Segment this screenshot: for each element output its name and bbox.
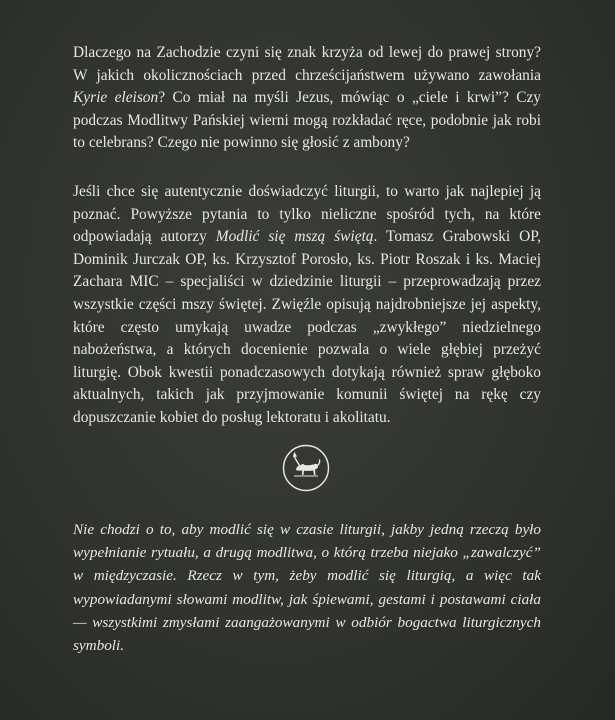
- back-cover-text: [73, 42, 541, 430]
- intro-text-1: Dlaczego na Zachodzie czyni się znak krzyża od lewej do prawej strony? W jakich okolicznościach przed chrześcijaństwem używano zawołania: [73, 44, 541, 84]
- intro-text-2: ? Co miał na myśli Jezus, mówiąc o „ciele i krwi”? Czy podczas Modlitwy Pańskiej wierni mogą rozkładać ręce, podobnie jak robi to celebrans? Czego nie powinno się głosić z ambony?: [73, 89, 541, 152]
- quote-paragraph: Nie chodzi o to, aby modlić się w czasie liturgii, jakby jedną rzeczą było wypełnianie rytuału, a drugą modlitwa, o którą trzeba niejako „zawalczyć” w międzyczasie. Rzecz w tym, żeby modlić się liturgią, a więc tak wypowiadanymi słowami modlitw, jak śpiewami, gestami i postawami ciała — wszystkimi zmysłami zaangażowanymi w odbiór bogactwa liturgicznych symboli.: [73, 521, 541, 655]
- kyrie-eleison-phrase: Kyrie eleison: [73, 89, 159, 107]
- book-title: Modlić się mszą świętą: [215, 228, 374, 246]
- dog-with-torch-icon: [282, 444, 330, 492]
- book-description: [73, 181, 541, 430]
- emblem-svg: [282, 444, 330, 492]
- intro-questions: [73, 42, 541, 155]
- description-text-2: . Tomasz Grabowski OP, Dominik Jurczak OP, ks. Krzysztof Porosło, ks. Piotr Roszak i ks. Maciej Zachara MIC – specjaliści w dziedzinie liturgii – przeprowadzają przez wszystkie części mszy świętej. Zwięźle opisują najdrobniejsze jej aspekty, które często umykają uwadze podczas „zwykłego” niedzielnego nabożeństwa, a których docenienie pozwala o wiele głębiej przeżyć liturgię. Obok kwestii ponadczasowych dotykają również spraw głęboko aktualnych, takich jak przyjmowanie komunii świętej na rękę czy dopuszczanie kobiet do posług lektoratu i akolitatu.: [73, 228, 542, 426]
- description-text-1: Jeśli chce się autentycznie doświadczyć liturgii, to warto jak najlepiej ją poznać. Powyższe pytania to tylko nieliczne spośród tych, na które odpowiadają autorzy: [73, 182, 541, 246]
